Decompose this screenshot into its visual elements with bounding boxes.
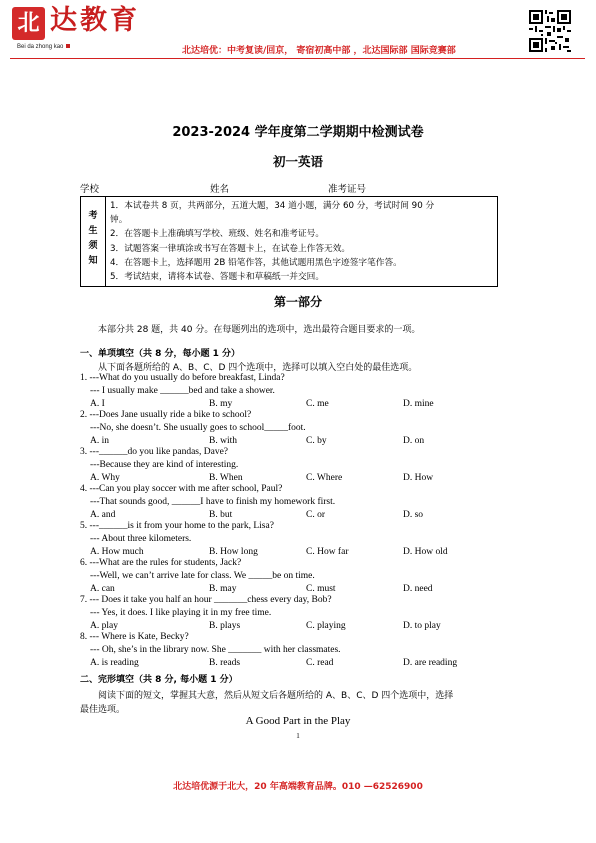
notice-item: 3．试题答案一律填涂或书写在答题卡上，在试卷上作答无效。 [110, 243, 351, 254]
option: D. to play [403, 621, 441, 631]
exam-notice-table [80, 196, 498, 287]
logo-mark: 北 [12, 7, 45, 40]
question-2: 2. ---Does Jane usually ride a bike to school? ---No, she doesn’t. She usually goes to school_____foot. A. in B. with C. by D. on [80, 410, 425, 446]
option: B. with [209, 436, 237, 446]
option: D. need [403, 584, 433, 594]
option: D. so [403, 510, 424, 520]
part-intro: 本部分共 28 题，共 40 分。在每题列出的选项中，选出最符合题目要求的一项。 [98, 325, 421, 335]
option: A. and [90, 510, 116, 520]
option: D. mine [403, 399, 434, 409]
option: C. read [306, 658, 334, 668]
footer-slogan: 北达培优源于北大，20 年高端教育品牌。010 —62526900 [173, 782, 423, 792]
logo-subtitle: Bei da zhong kao [17, 44, 70, 50]
section1-instructions: 从下面各题所给的 A、B、C、D 四个选项中，选择可以填入空白处的最佳选项。 [98, 363, 418, 373]
option: C. must [306, 584, 336, 594]
question-1: 1. ---What do you usually do before breakfast, Linda? --- I usually make ______bed and take a shower. A. I B. my C. me D. mine [80, 373, 434, 409]
option: C. How far [306, 547, 349, 557]
option: D. How old [403, 547, 448, 557]
option: B. When [209, 473, 243, 483]
option: B. plays [209, 621, 241, 631]
question-5: 5. ---______is it from your home to the park, Lisa? --- About three kilometers. A. How much B. How long C. How far D. How old [80, 521, 448, 557]
notice-items [106, 197, 498, 287]
option: B. reads [209, 658, 241, 668]
option: C. or [306, 510, 325, 520]
option: C. by [306, 436, 327, 446]
option: A. Why [90, 473, 120, 483]
option: A. I [90, 399, 105, 409]
header-divider [10, 58, 585, 59]
section2-title: 二、完形填空（共 8 分, 每小题 1 分） [80, 675, 238, 685]
option: A. in [90, 436, 109, 446]
option: D. are reading [403, 658, 458, 668]
notice-item: 钟。 [110, 215, 128, 226]
section2-instructions: 阅读下面的短文，掌握其大意，然后从短文后各题所给的 A、B、C、D 四个选项中，选择 [98, 691, 454, 701]
question-3: 3. ---______do you like pandas, Dave? ---Because they are kind of interesting. A. Why B. When C. Where D. How [80, 447, 434, 483]
section2-instructions-cont: 最佳选项。 [80, 705, 126, 715]
exam-title: 2023-2024 学年度第二学期期中检测试卷 [172, 125, 424, 140]
exam-subtitle: 初一英语 [272, 154, 323, 169]
field-school: 学校 [80, 184, 100, 195]
question-4: 4. ---Can you play soccer with me after school, Paul? ---That sounds good, ______I have to finish my homework first. A. and B. but C. or D. so [80, 484, 424, 520]
logo-text: 达教育 [50, 5, 140, 36]
option: A. can [90, 584, 115, 594]
option: B. my [209, 399, 233, 409]
part-title: 第一部分 [273, 295, 322, 309]
qr-code-icon [527, 8, 573, 54]
option: C. playing [306, 621, 346, 631]
option: A. play [90, 621, 118, 631]
notice-item: 5．考试结束，请将本试卷、答题卡和草稿纸一并交回。 [110, 272, 325, 283]
option: B. may [209, 584, 237, 594]
notice-item: 2．在答题卡上准确填写学校、班级、姓名和准考证号。 [110, 229, 325, 240]
option: B. How long [209, 547, 258, 557]
question-6: 6. ---What are the rules for students, Jack? ---Well, we can’t arrive late for class. We _____be on time. A. can B. may C. must D. need [80, 558, 433, 594]
option: C. Where [306, 473, 343, 483]
option: C. me [306, 399, 329, 409]
option: B. but [209, 510, 233, 520]
option: A. How much [90, 547, 144, 557]
notice-label: 考 生 须 知 [81, 197, 106, 287]
field-exam-id: 准考证号 [328, 184, 367, 195]
option: D. on [403, 436, 425, 446]
notice-item: 1．本试卷共 8 页，共两部分，五道大题，34 道小题，满分 60 分，考试时间 90 分 [110, 201, 435, 211]
page-number: 1 [296, 732, 300, 740]
passage-title: A Good Part in the Play [245, 715, 351, 727]
notice-item: 4．在答题卡上，选择题用 2B 铅笔作答，其他试题用黑色字迹签字笔作答。 [110, 257, 402, 268]
section1-title: 一、单项填空（共 8 分，每小题 1 分） [80, 349, 241, 359]
question-8: 8. --- Where is Kate, Becky? --- Oh, she’s in the library now. She _______ with her classmates. A. is reading B. reads C. read D. are reading [80, 632, 458, 668]
question-7: 7. --- Does it take you half an hour _______chess every day, Bob? --- Yes, it does. I like playing it in my free time. A. play B. plays C. playing D. to play [80, 595, 441, 631]
option: A. is reading [90, 658, 139, 668]
field-name: 姓名 [210, 184, 230, 195]
option: D. How [403, 473, 434, 483]
header-slogan: 北达培优：中考复读/回京， 寄宿初高中部 ，北达国际部 国际竞赛部 [182, 46, 456, 56]
